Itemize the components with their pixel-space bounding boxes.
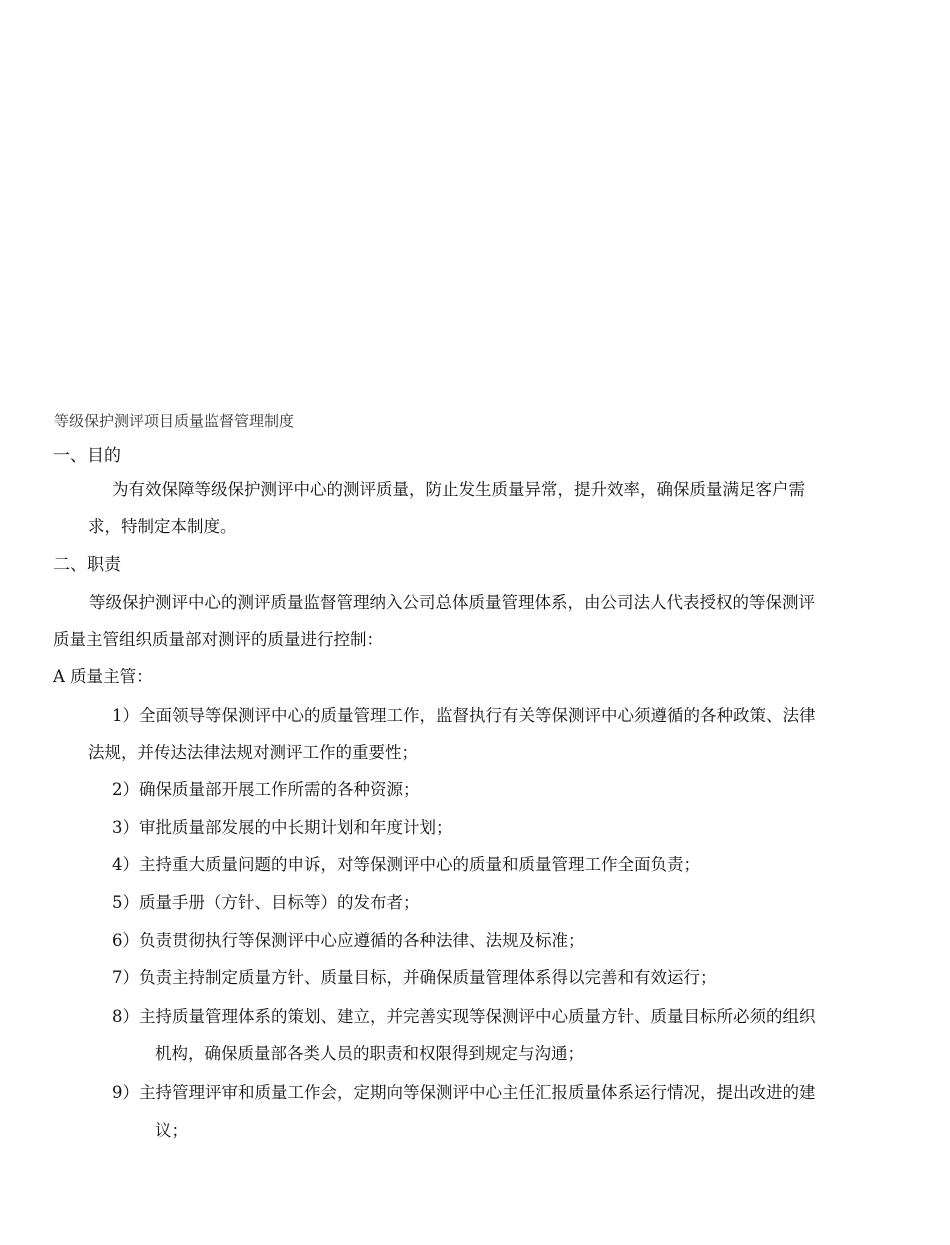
document-title: 等级保护测评项目质量监督管理制度: [54, 412, 295, 430]
duty-item-6: 6）负责贯彻执行等保测评中心应遵循的各种法律、法规及标准；: [112, 931, 585, 950]
section-heading-purpose: 一、目的: [53, 446, 121, 466]
duty-item-5: 5）质量手册（方针、目标等）的发布者；: [112, 893, 420, 912]
paragraph-responsibility-line2: 质量主管组织质量部对测评的质量进行控制：: [53, 630, 383, 649]
duty-item-2: 2）确保质量部开展工作所需的各种资源；: [112, 780, 420, 799]
role-heading-quality-manager: A 质量主管：: [53, 667, 153, 686]
duty-item-9-line2: 议；: [155, 1121, 188, 1140]
duty-item-3: 3）审批质量部发展的中长期计划和年度计划；: [112, 818, 453, 837]
duty-item-1-line2: 法规，并传达法律法规对测评工作的重要性；: [88, 743, 418, 762]
duty-item-4: 4）主持重大质量问题的申诉，对等保测评中心的质量和质量管理工作全面负责；: [112, 855, 700, 874]
duty-item-8-line2: 机构，确保质量部各类人员的职责和权限得到规定与沟通；: [155, 1044, 584, 1063]
duty-item-9-line1: 9）主持管理评审和质量工作会，定期向等保测评中心主任汇报质量体系运行情况，提出改进的建: [112, 1083, 816, 1102]
paragraph-responsibility-line1: 等级保护测评中心的测评质量监督管理纳入公司总体质量管理体系，由公司法人代表授权的等保测评: [89, 593, 815, 612]
section-heading-responsibility: 二、职责: [53, 555, 121, 575]
duty-item-7: 7）负责主持制定质量方针、质量目标，并确保质量管理体系得以完善和有效运行；: [112, 968, 717, 987]
duty-item-8-line1: 8）主持质量管理体系的策划、建立，并完善实现等保测评中心质量方针、质量目标所必须的组织: [112, 1007, 816, 1026]
duty-item-1-line1: 1）全面领导等保测评中心的质量管理工作，监督执行有关等保测评中心须遵循的各种政策、法律: [112, 706, 816, 725]
paragraph-purpose-line1: 为有效保障等级保护测评中心的测评质量，防止发生质量异常，提升效率，确保质量满足客户需: [112, 480, 805, 499]
paragraph-purpose-line2: 求，特制定本制度。: [88, 517, 237, 536]
